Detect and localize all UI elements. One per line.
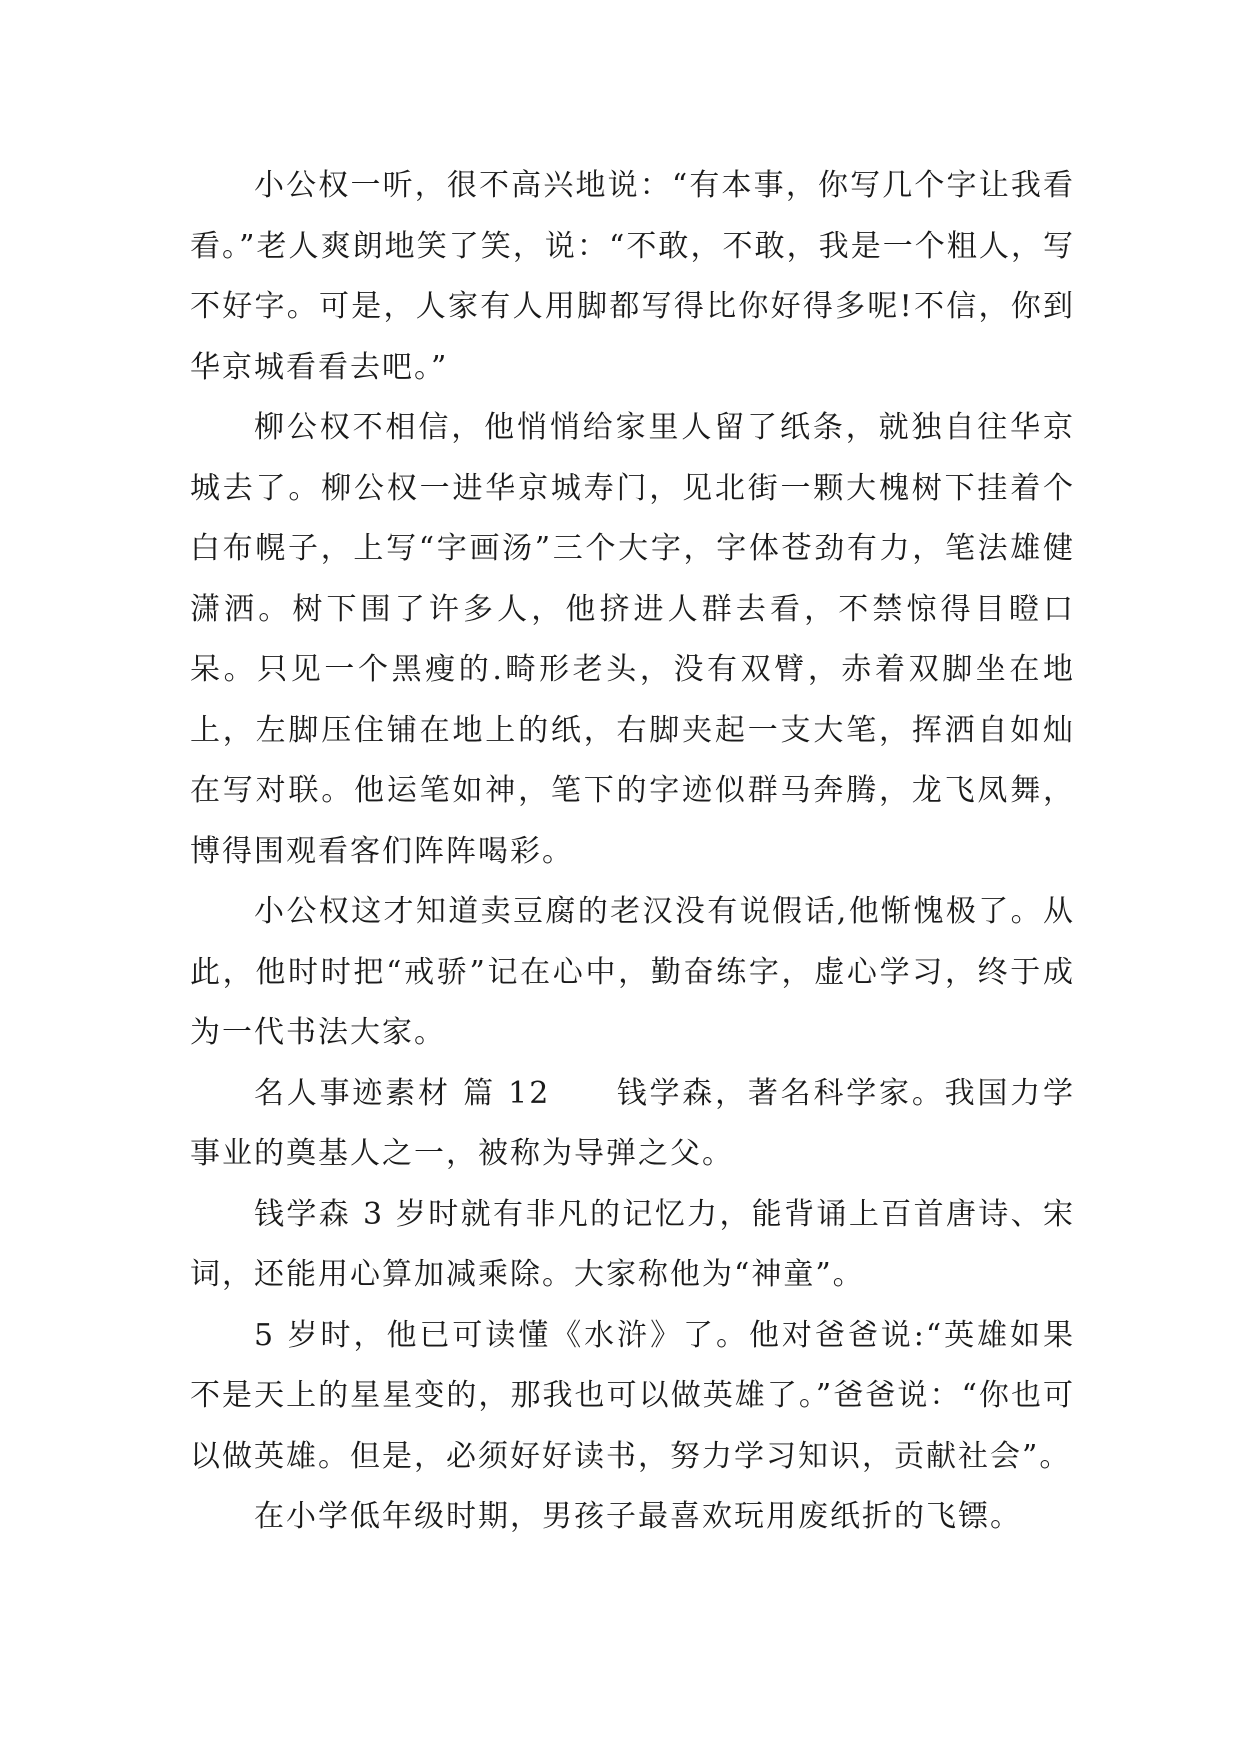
paragraph-2: 柳公权不相信，他悄悄给家里人留了纸条，就独自往华京城去了。柳公权一进华京城寿门，见北街一颗大槐树下挂着个白布幌子，上写“字画汤”三个大字，字体苍劲有力，笔法雄健潇洒。树下围了许多人，他挤进人群去看，不禁惊得目瞪口呆。只见一个黑瘦的.畸形老头，没有双臂，赤着双脚坐在地上，左脚压住铺在地上的纸，右脚夹起一支大笔，挥洒自如灿在写对联。他运笔如神，笔下的字迹似群马奔腾，龙飞凤舞，博得围观看客们阵阵喝彩。 (190, 410, 1075, 869)
paragraph-3: 小公权这才知道卖豆腐的老汉没有说假话,他惭愧极了。从此，他时时把“戒骄”记在心中，勤奋练字，虚心学习，终于成为一代书法大家。 (190, 894, 1075, 1050)
paragraph-4: 名人事迹素材 篇 12 钱学森，著名科学家。我国力学事业的奠基人之一，被称为导弹之父。 (190, 1075, 1075, 1171)
paragraph-6: 5 岁时，他已可读懂《水浒》了。他对爸爸说:“英雄如果不是天上的星星变的，那我也可以做英雄了。”爸爸说：“你也可以做英雄。但是，必须好好读书，努力学习知识，贡献社会”。 (190, 1317, 1075, 1474)
paragraph-1: 小公权一听，很不高兴地说：“有本事，你写几个字让我看看。”老人爽朗地笑了笑，说：“不敢，不敢，我是一个粗人，写不好字。可是，人家有人用脚都写得比你好得多呢!不信，你到华京城看看去吧。” (190, 168, 1075, 385)
article-body (190, 156, 1075, 1548)
paragraph-7: 在小学低年级时期，男孩子最喜欢玩用废纸折的飞镖。 (254, 1499, 1022, 1534)
paragraph-5: 钱学森 3 岁时就有非凡的记忆力，能背诵上百首唐诗、宋词，还能用心算加减乘除。大家称他为“神童”。 (190, 1196, 1075, 1292)
